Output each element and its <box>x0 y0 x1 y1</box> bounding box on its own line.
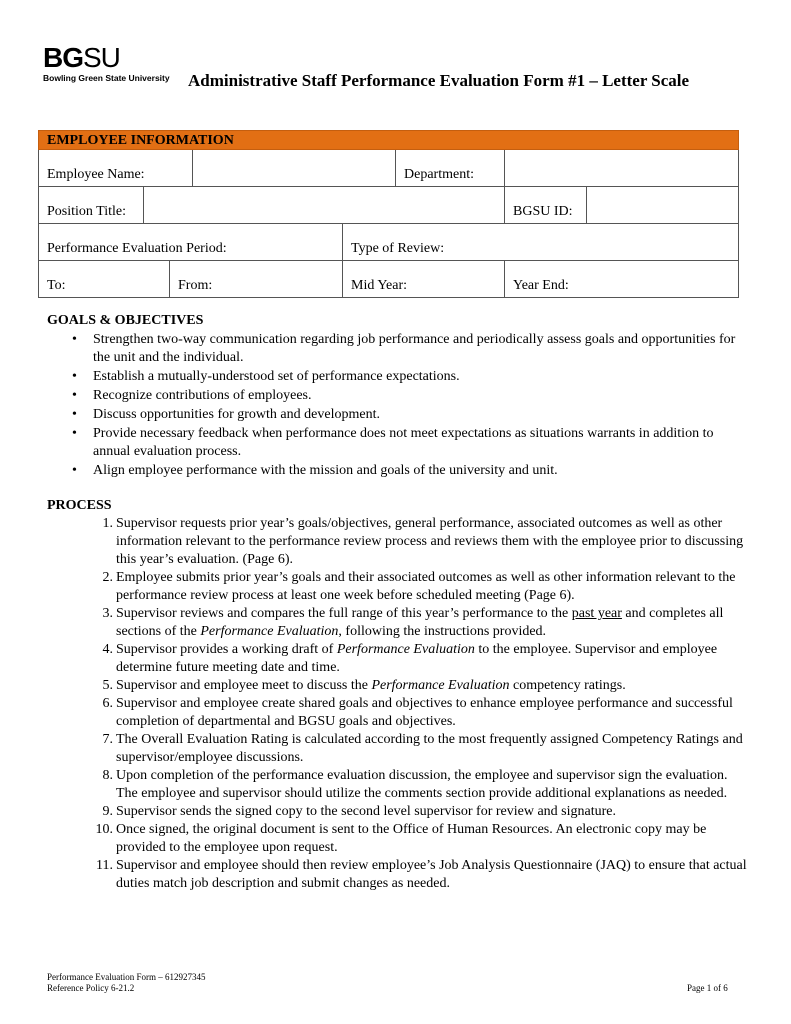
list-item: 5. Supervisor and employee meet to discuss the Performance Evaluation competency ratings. <box>102 678 626 693</box>
list-item: • Provide necessary feedback when performance does not meet expectations as situations warrants in addition to annual evaluation process. <box>72 426 714 459</box>
list-item: • Align employee performance with the mission and goals of the university and unit. <box>72 463 558 478</box>
bullet-icon: • <box>72 463 77 478</box>
list-item: 10. Once signed, the original document is sent to the Office of Human Resources. An electronic copy may be provided to the employee upon request. <box>95 822 707 855</box>
logo-mark <box>43 44 183 72</box>
list-item: 3. Supervisor reviews and compares the full range of this year’s performance to the past year and completes all sections of the Performance Evaluation, following the instructions provided. <box>102 606 724 639</box>
evaluation-period-label: Performance Evaluation Period: <box>39 224 343 261</box>
goals-heading: GOALS & OBJECTIVES <box>47 313 204 328</box>
list-item: • Recognize contributions of employees. <box>72 388 312 403</box>
logo-mark-su: SU <box>83 42 120 73</box>
bgsu-id-field[interactable] <box>587 187 739 224</box>
footer-page-number: Page 1 of 6 <box>687 983 728 993</box>
logo-mark-bg: BG <box>43 42 83 73</box>
department-field[interactable] <box>505 150 739 187</box>
type-of-review-label: Type of Review: <box>343 224 739 261</box>
bullet-icon: • <box>72 332 77 347</box>
goals-list <box>72 331 752 481</box>
footer-form-ref: Performance Evaluation Form – 612927345 <box>47 972 206 982</box>
employee-information-table <box>38 130 739 298</box>
bullet-icon: • <box>72 407 77 422</box>
to-field[interactable]: To: <box>39 261 170 298</box>
footer-policy-ref: Reference Policy 6-21.2 <box>47 983 135 993</box>
footer-references <box>47 972 205 994</box>
list-item: • Discuss opportunities for growth and development. <box>72 407 380 422</box>
position-title-label: Position Title: <box>39 187 144 224</box>
list-item: 8. Upon completion of the performance evaluation discussion, the employee and supervisor sign the evaluation. The employee and supervisor should utilize the comments section provide additional explanations as needed. <box>102 768 728 801</box>
department-label: Department: <box>396 150 505 187</box>
bullet-icon: • <box>72 369 77 384</box>
mid-year-field[interactable]: Mid Year: <box>343 261 505 298</box>
list-item: 2. Employee submits prior year’s goals and their associated outcomes as well as other information relevant to the performance review process at least one week before scheduled meeting (Page 6). <box>102 570 736 603</box>
employee-information-header: EMPLOYEE INFORMATION <box>39 131 739 150</box>
list-item: • Strengthen two-way communication regarding job performance and periodically assess goals and opportunities for the unit and the individual. <box>72 332 736 365</box>
list-item: 1. Supervisor requests prior year’s goals/objectives, general performance, associated outcomes as well as other information relevant to the performance review process and reviews them with the employee prior to discussing this year’s evaluation. (Page 6). <box>102 516 744 567</box>
form-title: Administrative Staff Performance Evaluation Form #1 – Letter Scale <box>188 71 690 90</box>
year-end-field[interactable]: Year End: <box>505 261 739 298</box>
list-item: 6. Supervisor and employee create shared goals and objectives to enhance employee performance and successful completion of departmental and BGSU goals and objectives. <box>102 696 733 729</box>
list-item: 4. Supervisor provides a working draft of Performance Evaluation to the employee. Supervisor and employee determine future meeting date and time. <box>102 642 718 675</box>
logo-subtitle: Bowling Green State University <box>43 73 170 83</box>
bullet-icon: • <box>72 388 77 403</box>
process-steps <box>89 515 749 893</box>
list-item: • Establish a mutually-understood set of performance expectations. <box>72 369 460 384</box>
employee-name-label: Employee Name: <box>39 150 193 187</box>
list-item: 11. Supervisor and employee should then review employee’s Job Analysis Questionnaire (JAQ) to ensure that actual duties match job description and submit changes as needed. <box>96 858 747 891</box>
position-title-field[interactable] <box>144 187 505 224</box>
bullet-icon: • <box>72 426 77 441</box>
from-field[interactable]: From: <box>170 261 343 298</box>
bgsu-id-label: BGSU ID: <box>505 187 587 224</box>
process-heading: PROCESS <box>47 498 112 513</box>
list-item: 7. The Overall Evaluation Rating is calculated according to the most frequently assigned Competency Ratings and supervisor/employee discussions. <box>102 732 743 765</box>
list-item: 9. Supervisor sends the signed copy to the second level supervisor for review and signature. <box>102 804 616 819</box>
bgsu-logo <box>43 44 183 83</box>
employee-name-field[interactable] <box>193 150 396 187</box>
